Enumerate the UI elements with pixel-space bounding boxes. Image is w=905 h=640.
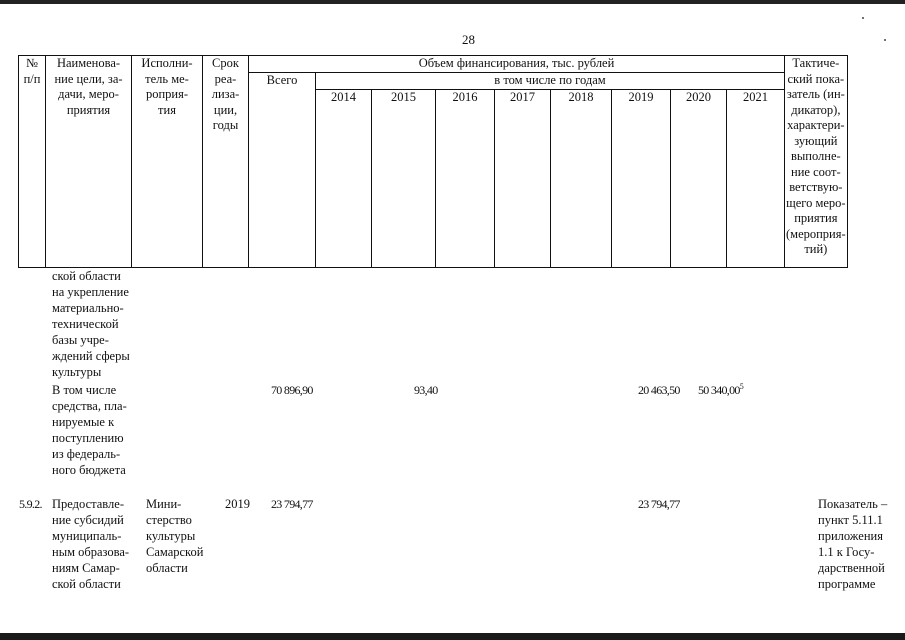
scan-speck [862, 17, 864, 19]
header-year-2017: 2017 [495, 90, 551, 268]
header-year-2021: 2021 [727, 90, 785, 268]
header-volume: Объем финансирования, тыс. рублей [249, 56, 785, 73]
row-number: 5.9.2. [19, 497, 42, 511]
header-total: Всего [249, 73, 316, 268]
table-header [18, 55, 848, 268]
page-number: 28 [462, 32, 475, 47]
header-year-2015: 2015 [372, 90, 436, 268]
row-term: 2019 [225, 497, 250, 511]
subrow-total: 70 896,90 [271, 383, 313, 397]
subrow-2020: 50 340,00$^5$ [698, 382, 744, 397]
header-indicator: Тактиче- ский пока- затель (ин- дикатор), характери- зующий выполне- ние соот- ветствую- щего меро- приятия (мероприя- тий) [785, 56, 848, 268]
row-2019: 23 794,77 [638, 497, 680, 511]
row-name: Предоставле- ние субсидий муниципаль- ным образова- ниям Самар- ской области [52, 497, 130, 591]
row-total: 23 794,77 [271, 497, 313, 511]
subrow-2019: 20 463,50 [638, 383, 680, 397]
scan-edge-bottom [0, 633, 905, 640]
header-number: № п/п [19, 56, 46, 268]
subrow-name: В том числе средства, пла- нируемые к поступлению из федераль- ного бюджета [52, 383, 127, 477]
scan-edge-top [0, 0, 905, 4]
header-by-year: в том числе по годам [316, 73, 785, 90]
header-year-2020: 2020 [671, 90, 727, 268]
header-name: Наименова- ние цели, за- дачи, меро- приятия [46, 56, 132, 268]
continuation-text: ской области на укрепление материально- технической базы учре- ждений сферы культуры [52, 269, 130, 379]
row-indicator: Показатель – пункт 5.11.1 приложения 1.1 к Госу- дарственной программе [818, 497, 888, 591]
header-term: Срок реа- лиза- ции, годы [203, 56, 249, 268]
header-year-2018: 2018 [551, 90, 612, 268]
subrow-2015: 93,40 [414, 383, 438, 397]
header-year-2014: 2014 [316, 90, 372, 268]
scan-speck [884, 39, 886, 41]
header-executor: Исполни- тель ме- роприя- тия [132, 56, 203, 268]
header-year-2016: 2016 [436, 90, 495, 268]
header-year-2019: 2019 [612, 90, 671, 268]
row-executor: Мини- стерство культуры Самарской области [146, 497, 204, 575]
footnote-mark: 5 [739, 382, 744, 391]
